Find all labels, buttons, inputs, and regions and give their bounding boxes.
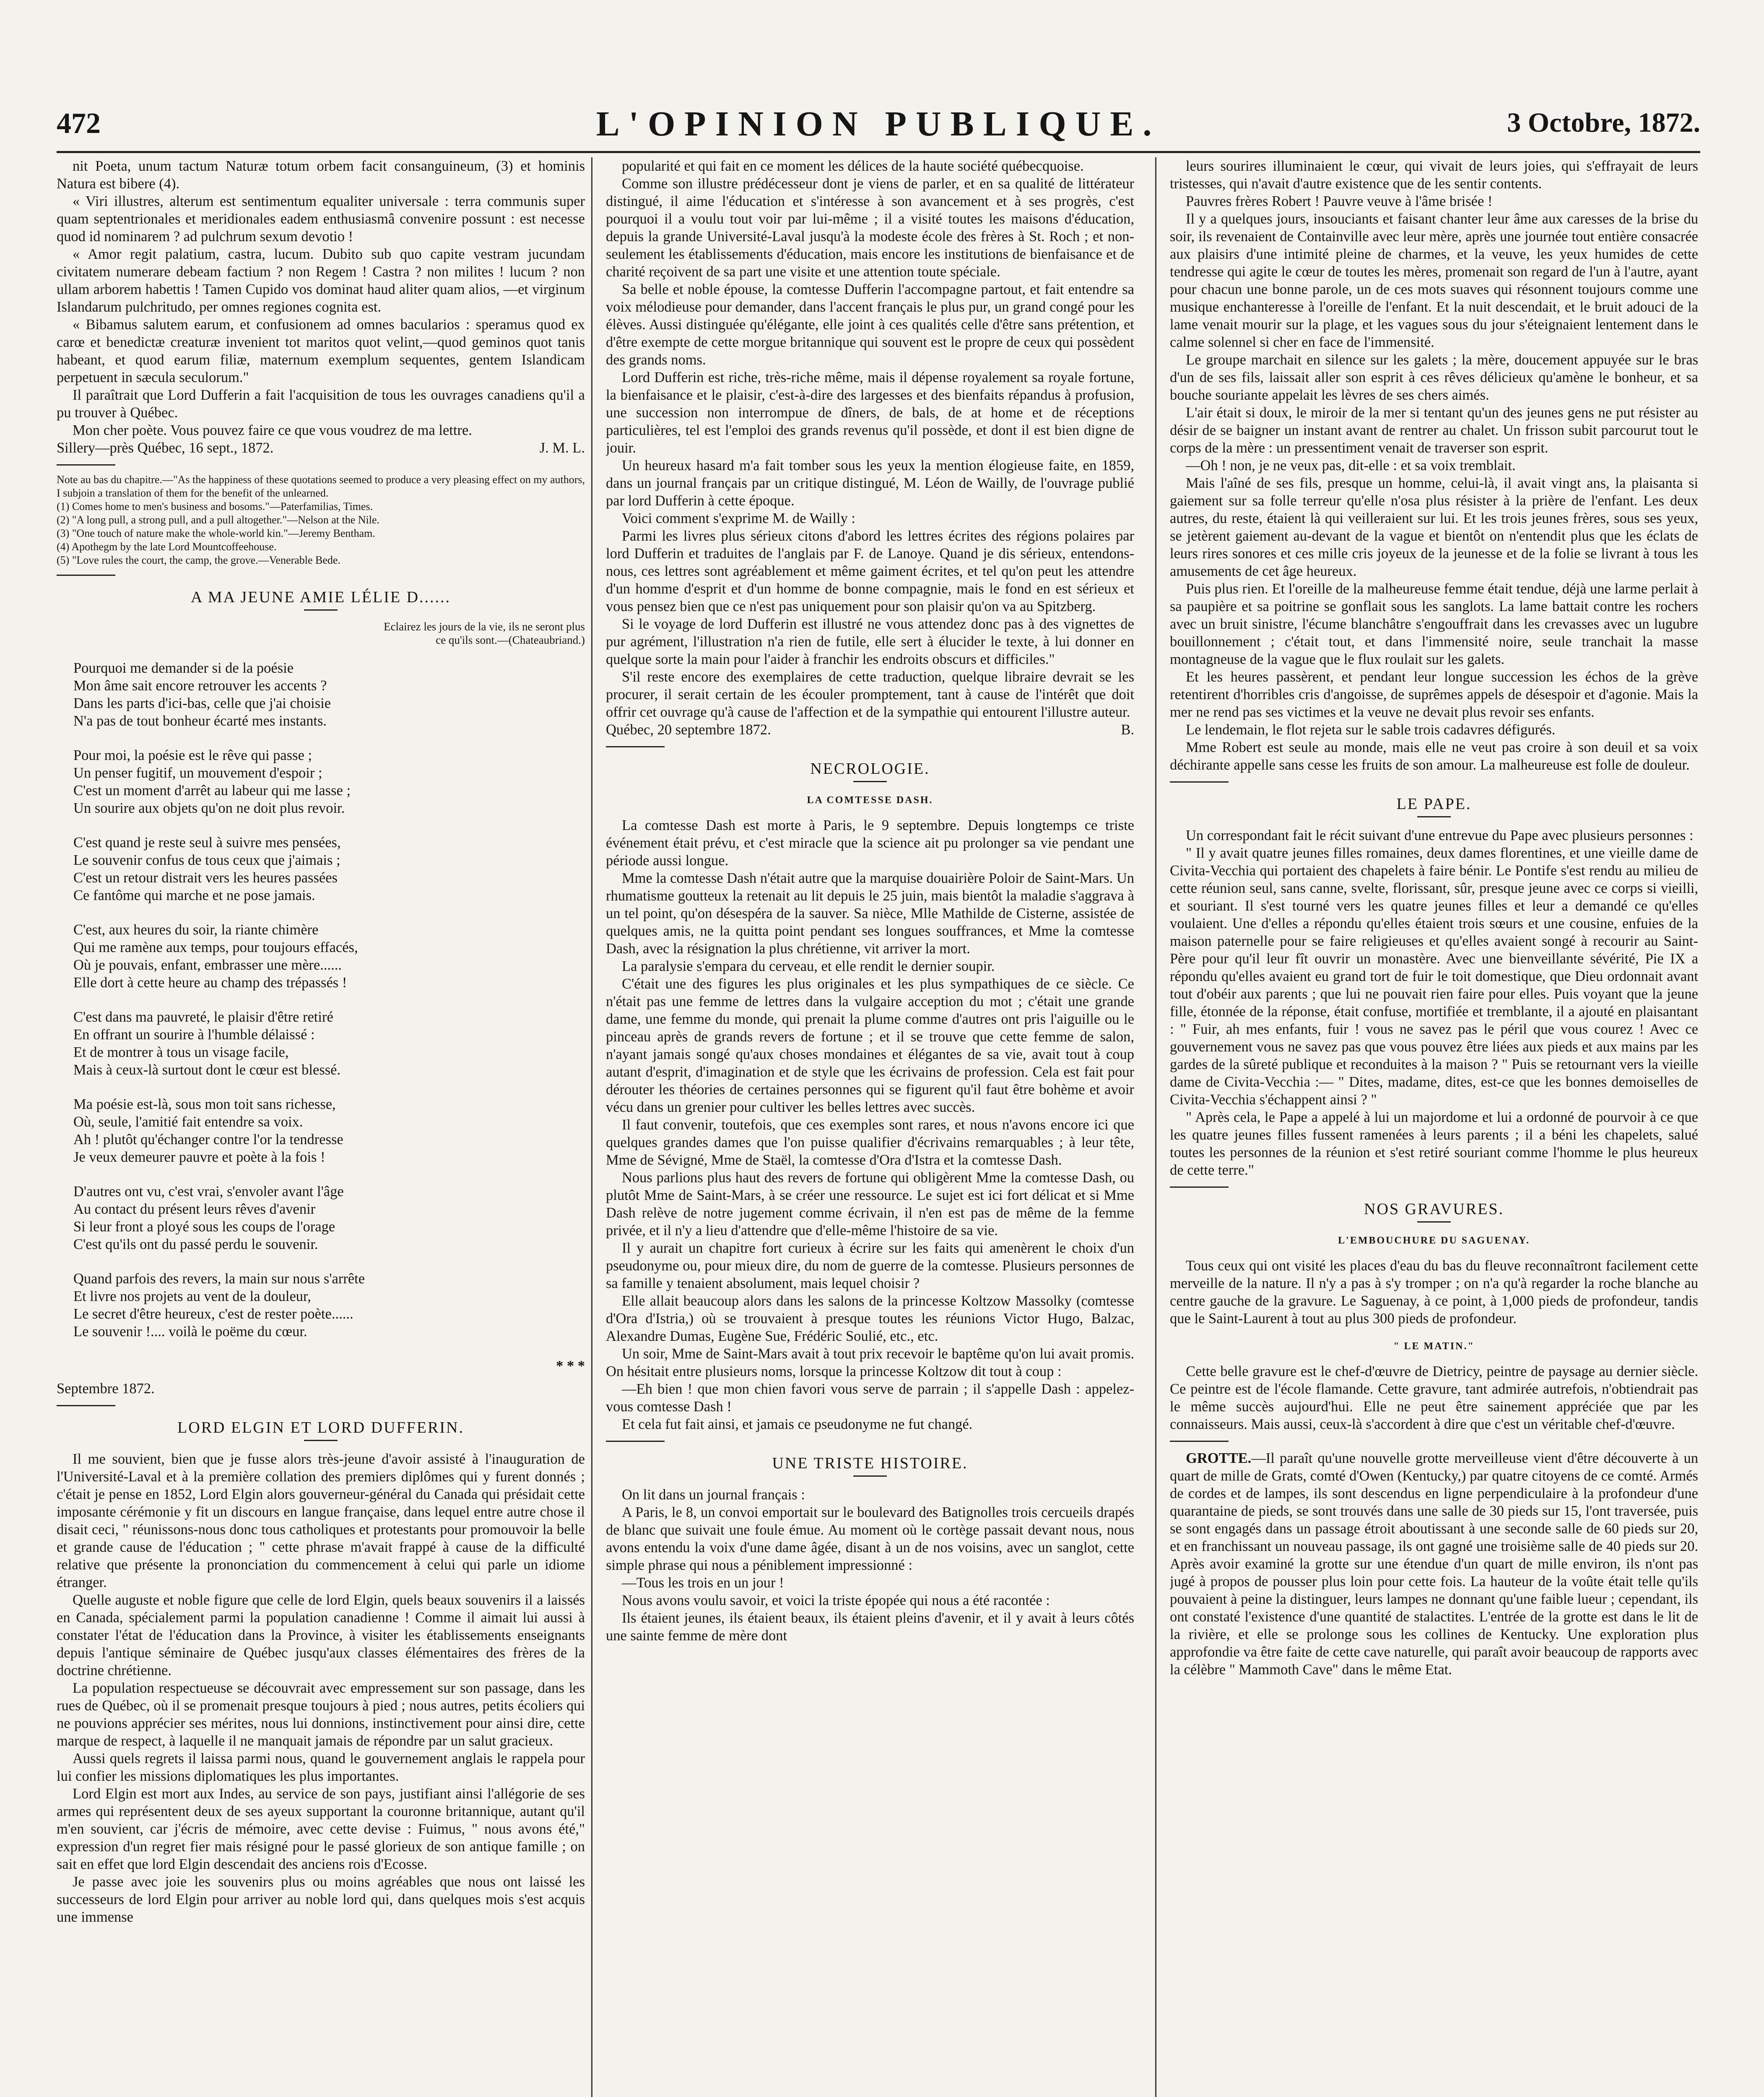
masthead-title: L'OPINION PUBLIQUE. bbox=[596, 104, 1161, 143]
header-rule bbox=[57, 151, 1700, 153]
necrologie-subtitle: LA COMTESSE DASH. bbox=[807, 795, 933, 806]
paragraph: (4) Apothegm by the late Lord Mountcoffeehouse. bbox=[57, 541, 277, 553]
poem-line: Et de montrer à tous un visage facile, bbox=[73, 1044, 289, 1060]
paragraph: —Oh ! non, je ne veux pas, dit-elle : et sa voix tremblait. bbox=[1186, 458, 1516, 474]
poem-line: Si leur front a ployé sous les coups de l'orage bbox=[73, 1219, 335, 1235]
poem-line: Dans les parts d'ici-bas, celle que j'ai choisie bbox=[73, 695, 331, 711]
epigraph bbox=[57, 620, 585, 647]
paragraph: Mme la comtesse Dash n'était autre que la marquise douairière Poloir de Saint-Mars. Un rhumatisme goutteux la retenait au lit depuis le 25 juin, mais bientôt la maladie s'aggrava à un tel point, qu'on désespéra de la sauver. Sa nièce, Mlle Mathilde de Cisterne, assistée de quelques amis, ne la quitta point pendant ses longues souffrances, et Mme la comtesse Dash, avec la résignation la plus chrétienne, vit arriver la mort. bbox=[606, 870, 1134, 957]
paragraph: Il y aurait un chapitre fort curieux à écrire sur les faits qui amenèrent le choix d'un pseudonyme ou, pour mieux dire, du nom de guerre de la comtesse. Plusieurs personnes de sa famille y tenaient absolument, mais lequel choisir ? bbox=[606, 1240, 1134, 1291]
footnotes bbox=[57, 473, 585, 567]
paragraph: Nous parlions plus haut des revers de fortune qui obligèrent Mme la comtesse Dash, ou plutôt Mme de Saint-Mars, à se créer une ressource. Le sujet est ici fort délicat et si Mme Dash relève de notre jugement comme écrivain, il n'en est pas de même de la femme privée, et il n'y a lieu d'attendre que d'elle-même l'histoire de sa vie. bbox=[606, 1170, 1134, 1238]
stanza bbox=[73, 834, 585, 904]
paragraph: Il me souvient, bien que je fusse alors très-jeune d'avoir assisté à l'inauguration de l'Université-Laval et à la première collation des premiers diplômes qui y furent donnés ; c'était je pense en 1852, Lord Elgin alors gouverneur-général du Canada qui présidait cette imposante cérémonie y fit un discours en langue française, dans lequel entre autre chose il disait ceci, " réunissons-nous donc tous catholiques et protestants pour promouvoir la belle et grande cause de l'éducation ; " cette phrase m'avait frappé à cause de la difficulté relative que présente la prononciation du commencement à celui qui parle un idiome étranger. bbox=[57, 1451, 585, 1590]
dufferin-article bbox=[606, 157, 1134, 721]
paragraph: L'air était si doux, le miroir de la mer si tentant qu'un des jeunes gens ne put résister au désir de se baigner un instant avant de rentrer au chalet. Un frisson subit parcourut tout le corps de la mère : un pressentiment venait de traverser son esprit. bbox=[1170, 405, 1698, 456]
necrologie-article bbox=[606, 817, 1134, 1433]
divider bbox=[1170, 1441, 1229, 1442]
elgin-article bbox=[57, 1450, 585, 1926]
stanza bbox=[73, 1008, 585, 1079]
paragraph: leurs sourires illuminaient le cœur, qui vivait de leurs joies, qui s'effrayait de leurs tristesses, qui n'avait d'autre existence que de les sentir contents. bbox=[1170, 158, 1698, 192]
paragraph: (2) "A long pull, a strong pull, and a pull altogether."—Nelson at the Nile. bbox=[57, 514, 380, 526]
poem-line: Et livre nos projets au vent de la douleur, bbox=[73, 1288, 311, 1304]
signature-initials: J. M. L. bbox=[539, 440, 585, 456]
grotte-paragraph bbox=[1170, 1449, 1698, 1678]
paragraph: La comtesse Dash est morte à Paris, le 9 septembre. Depuis longtemps ce triste événement était prévu, et c'est miracle que la science ait pu prolonger sa vie pendant une période aussi longue. bbox=[606, 817, 1134, 869]
paragraph: " Après cela, le Pape a appelé à lui un majordome et lui a ordonné de pourvoir à ce que les quatre jeunes filles fussent ramenées à leurs parents ; il a béni les chapelets, salué toutes les personnes de la réunion et s'est retiré souriant comme l'homme le plus heureux de cette terre." bbox=[1170, 1109, 1698, 1178]
paragraph: Et cela fut fait ainsi, et jamais ce pseudonyme ne fut changé. bbox=[622, 1416, 973, 1432]
paragraph: Si le voyage de lord Dufferin est illustré ne vous attendez donc pas à des vignettes de pur agrément, l'illustration n'a rien de futile, elle sert à élucider le texte, à lui donner en quelque sorte la main pour l'aider à franchir les endroits obscurs et difficiles." bbox=[606, 616, 1134, 667]
necrologie-title: NECROLOGIE. bbox=[810, 760, 930, 778]
divider bbox=[1170, 781, 1229, 783]
paragraph: Et les heures passèrent, et pendant leur longue succession les échos de la grève retentirent d'horribles cris d'angoisse, de suprêmes appels de désespoir et d'agonie. Mais la mer ne rend pas ses victimes et la veuve ne devait plus revoir ses enfants. bbox=[1170, 669, 1698, 720]
poem-line: C'est dans ma pauvreté, le plaisir d'être retiré bbox=[73, 1009, 333, 1025]
paragraph: Je passe avec joie les souvenirs plus ou moins agréables que nous ont laissé les successeurs de lord Elgin pour arriver au noble lord qui, dans quelques mois s'est acquis une immense bbox=[57, 1874, 585, 1925]
poem-line: Quand parfois des revers, la main sur nous s'arrête bbox=[73, 1271, 365, 1287]
page-number: 472 bbox=[57, 107, 101, 140]
page-header bbox=[57, 104, 1700, 153]
paragraph: —Tous les trois en un jour ! bbox=[622, 1575, 784, 1591]
poem-line: Je veux demeurer pauvre et poète à la fois ! bbox=[73, 1149, 325, 1165]
poem-line: C'est un retour distrait vers les heures passées bbox=[73, 870, 338, 886]
pape-article bbox=[1170, 827, 1698, 1179]
paragraph: " Il y avait quatre jeunes filles romaines, deux dames florentines, et une vieille dame de Civita-Vecchia qui portaient des chapelets à faire bénir. Le Pontife s'est rendu au milieu de cette réunion seul, sans canne, svelte, florissant, sûr, presque jeune avec ce corps si vieilli, et souriant. Il s'est tourné vers les quatre jeunes filles et leur a demandé ce qu'elles voulaient. Une d'elles a répondu qu'elles étaient trois sœurs et une cousine, enfuies de la maison paternelle pour se faire religieuses et qu'elles avaient songé à recourir au Saint-Père pour qu'il leur fît ouvrir un monastère. Avec une bienveillante sévérité, Pie IX a répondu qu'elles avaient eu grand tort de fuir le toit domestique, que Dieu ordonnait avant tout d'obéir aux parents ; que lui ne pouvait rien faire pour elles. Puis voyant que la jeune fille, étonnée de la réponse, était confuse, mortifiée et tremblante, il a ajouté en plaisantant : " Fuir, ah mes enfants, fuir ! vous ne savez pas le péril que vous courez ! Avec ce gouvernement vous ne savez pas que vous pouvez être liées aux pieds et aux mains par les gardes de la sûreté publique et reconduites à la maison ? " Puis se retournant vers la vieille dame de Civita-Vecchia :— " Dites, madame, dites, est-ce que les bonnes demoiselles de Civita-Vecchia s'échappent ainsi ? " bbox=[1170, 845, 1698, 1108]
paragraph: Lord Elgin est mort aux Indes, au service de son pays, justifiant ainsi l'allégorie de ses armes qui représentent deux de ses ayeux supportant la couronne britannique, autant qu'il m'en souvient, car j'écris de mémoire, avec cette devise : Fuimus, " nous avons été," expression d'un regret fier mais résigné pour le passé glorieux de son antique famille ; on sait en effet que lord Elgin descendait des anciens rois d'Ecosse. bbox=[57, 1786, 585, 1872]
divider bbox=[57, 575, 115, 576]
poem-line: N'a pas de tout bonheur écarté mes instants. bbox=[73, 713, 327, 729]
poem-line: C'est, aux heures du soir, la riante chimère bbox=[73, 922, 319, 938]
poem-line: Le souvenir !.... voilà le poëme du cœur. bbox=[73, 1324, 307, 1340]
poem-line: Le souvenir confus de tous ceux que j'aimais ; bbox=[73, 852, 340, 868]
issue-date: 3 Octobre, 1872. bbox=[1507, 107, 1700, 138]
paragraph: « Viri illustres, alterum est sentimentum equaliter universale : terra communis super quam septentrionales et meridionales eadem enthusiasmâ convenire possunt : est necesse quod id nominarem ? ad pulchrum sexum devotio ! bbox=[57, 193, 585, 245]
poem-line: En offrant un sourire à l'humble délaissé : bbox=[73, 1027, 315, 1043]
paragraph: S'il reste encore des exemplaires de cette traduction, quelque libraire devrait se les procurer, il serait certain de les écouler promptement, tant à cause de l'intérêt que doit offrir cet ouvrage qu'à cause de l'affection et de la sympathie qui entourent l'illustre auteur. bbox=[606, 669, 1134, 720]
paragraph: Mais l'aîné de ses fils, presque un homme, celui-là, il avait vingt ans, la plaisanta si gaiement sur sa folle terreur qu'elle n'osa plus résister à la prière de l'enfant. Les deux autres, du reste, étaient là qui veilleraient sur lui. Et les trois jeunes frères, sous ses yeux, se jetèrent gaiement au-devant de la vague et bientôt on n'entendit plus que les éclats de leurs rires sonores et ces mille cris joyeux de la jeunesse et de la folie se livrant à tous les amusements de cet âge heureux. bbox=[1170, 475, 1698, 579]
gravures-title: NOS GRAVURES. bbox=[1364, 1200, 1504, 1218]
paragraph: La population respectueuse se découvrait avec empressement sur son passage, dans les rues de Québec, où il se promenait presque toujours à pied ; nous autres, petits écoliers qui ne pouvions apprécier ses mérites, nous lui donnions, instinctivement pour ainsi dire, cette marque de respect, à laquelle il ne manquait jamais de répondre par un salut gracieux. bbox=[57, 1680, 585, 1749]
poem-line: Pour moi, la poésie est le rêve qui passe ; bbox=[73, 747, 312, 763]
divider bbox=[853, 781, 887, 782]
poem-line: C'est un moment d'arrêt au labeur qui me lasse ; bbox=[73, 783, 351, 799]
divider bbox=[304, 609, 338, 611]
poem-line: Ma poésie est-là, sous mon toit sans richesse, bbox=[73, 1096, 336, 1112]
paragraph: Elle allait beaucoup alors dans les salons de la princesse Koltzow Massolky (comtesse d'Ora d'Istria,) où se trouvaient à presque toutes les réunions Victor Hugo, Balzac, Alexandre Dumas, Eugène Sue, Frédéric Soulié, etc., etc. bbox=[606, 1293, 1134, 1344]
stanza bbox=[73, 1183, 585, 1253]
signature-line bbox=[57, 439, 585, 457]
epigraph-line: ce qu'ils sont.—(Chateaubriand.) bbox=[436, 634, 585, 646]
column-divider bbox=[591, 157, 592, 2097]
paragraph: On lit dans un journal français : bbox=[622, 1487, 805, 1503]
triste-title: UNE TRISTE HISTOIRE. bbox=[772, 1454, 968, 1472]
signature-place: Sillery—près Québec, 16 sept., 1872. bbox=[57, 440, 274, 456]
triste-article bbox=[606, 1486, 1134, 1644]
poem-line: Mon âme sait encore retrouver les accents ? bbox=[73, 678, 327, 694]
grotte-text: —Il paraît qu'une nouvelle grotte merveilleuse vient d'être découverte à un quart de mille de Grats, comté d'Owen (Kentucky,) par quatre citoyens de ce comté. Armés de cordes et de lampes, ils sont descendus en ligne perpendiculaire à la profondeur d'une quarantaine de pieds, se sont trouvés dans une salle de 30 pieds sur 15, l'ont traversée, puis se sont engagés dans un passage étroit aboutissant à une seconde salle de 60 pieds sur 20, et en franchissant un nouveau passage, ils ont gagné une troisième salle de 40 pieds sur 20. Après avoir examiné la grotte sur une étendue d'un quart de mille environ, ils n'ont pas jugé à propos de pousser plus loin pour cette fois. La hauteur de la voûte était telle qu'ils pouvaient à peine la distinguer, leurs lampes ne donnant qu'une faible lueur ; cependant, ils ont constaté l'existence d'une quantité de stalactites. L'entrée de la grotte est dans le lit de la rivière, et elle se prolonge sous les collines de Kentucky. Une exploration plus approfondie va être faite de cette cave naturelle, qui paraît avoir beaucoup de rapports avec la célèbre " Mammoth Cave" dans le même Etat. bbox=[1170, 1450, 1698, 1678]
paragraph: Note au bas du chapitre.—"As the happiness of these quotations seemed to produce a very pleasing effect on my authors, I subjoin a translation of them for the benefit of the unlearned. bbox=[57, 474, 585, 499]
poem-line: Pourquoi me demander si de la poésie bbox=[73, 660, 294, 676]
paragraph: « Bibamus salutem earum, et confusionem ad omnes bacularios : speramus quod ex carœ et benedictæ creaturæ invenient tot maritos quot velint,—quod geminos quot tanis habeant, et quod earum filiæ, maternum exemplum sequentes, gentem Islandicam perpetuent in sæcula seculorum." bbox=[57, 317, 585, 385]
poem-line: C'est quand je reste seul à suivre mes pensées, bbox=[73, 835, 341, 851]
poem-line: C'est qu'ils ont du passé perdu le souvenir. bbox=[73, 1236, 318, 1252]
paragraph: nit Poeta, unum tactum Naturæ totum orbem facit consanguineum, (3) et hominis Natura est bibere (4). bbox=[57, 158, 585, 192]
divider bbox=[1170, 1186, 1229, 1188]
column-3 bbox=[1170, 157, 1698, 2097]
stanza bbox=[73, 1095, 585, 1166]
latin-text bbox=[57, 157, 585, 439]
signature-initial: B. bbox=[1121, 722, 1134, 738]
paragraph: Ils étaient jeunes, ils étaient beaux, ils étaient pleins d'avenir, et il y avait à leurs côtés une sainte femme de mère dont bbox=[606, 1610, 1134, 1644]
paragraph: Comme son illustre prédécesseur dont je viens de parler, et en sa qualité de littérateur distingué, il aime l'éducation et s'intéresse à son avancement et à ses progrès, c'est pourquoi il a voulu tout voir par lui-même ; il a visité toutes les maisons d'éducation, depuis la grande Université-Laval jusqu'à la modeste école des frères à St. Roch ; et non-seulement les établissements d'éducation, mais encore les institutions de bienfaisance et de charité reçoivent de sa part une visite et une attention toute spéciale. bbox=[606, 176, 1134, 280]
stanza bbox=[73, 921, 585, 991]
column-2 bbox=[606, 157, 1134, 2097]
poem-line: Le secret d'être heureux, c'est de rester poète...... bbox=[73, 1306, 353, 1322]
paragraph: La paralysie s'empara du cerveau, et elle rendit le dernier soupir. bbox=[622, 958, 995, 974]
elgin-title: LORD ELGIN ET LORD DUFFERIN. bbox=[177, 1419, 464, 1436]
poem bbox=[57, 659, 585, 1340]
poem-line: Elle dort à cette heure au champ des trépassés ! bbox=[73, 975, 347, 991]
paragraph: Lord Dufferin est riche, très-riche même, mais il dépense royalement sa royale fortune, la bienfaisance et le plaisir, c'est-à-dire des largesses et des bienfaits répandus à profusion, une succession non interrompue de dîners, de bals, de at home et de réceptions particulières, tel est l'emploi des grands revenus qu'il possède, et dont il est bien digne de jouir. bbox=[606, 369, 1134, 456]
poem-line: Mais à ceux-là surtout dont le cœur est blessé. bbox=[73, 1062, 341, 1078]
poem-line: Au contact du présent leurs rêves d'avenir bbox=[73, 1201, 316, 1217]
paragraph: (1) Comes home to men's business and bosoms."—Paterfamilias, Times. bbox=[57, 500, 373, 513]
divider bbox=[606, 1441, 665, 1442]
paragraph: Mon cher poète. Vous pouvez faire ce que vous voudrez de ma lettre. bbox=[73, 422, 472, 438]
paragraph: Aussi quels regrets il laissa parmi nous, quand le gouvernement anglais le rappela pour lui confier les missions diplomatiques les plus importantes. bbox=[57, 1751, 585, 1784]
poem-date: Septembre 1872. bbox=[57, 1381, 155, 1397]
paragraph: Un soir, Mme de Saint-Mars avait à tout prix recevoir le baptême qu'on lui avait promis. On hésitait entre plusieurs noms, lorsque la princesse Koltzow dit tout à coup : bbox=[606, 1346, 1134, 1379]
signature-line bbox=[606, 721, 1134, 739]
gravure-paragraph: Tous ceux qui ont visité les places d'eau du bas du fleuve reconnaîtront facilement cette merveille de la nature. Il n'y a pas à s'y tromper ; on n'a qu'à regarder la roche blanche au centre gauche de la gravure. Le Saguenay, à ce point, à 1,000 pieds de profondeur, tandis que le Saint-Laurent à tout au plus 300 pieds de profondeur. bbox=[1170, 1258, 1698, 1327]
poem-line: Un sourire aux objets qu'on ne doit plus revoir. bbox=[73, 800, 345, 816]
paragraph: Il paraîtrait que Lord Dufferin a fait l'acquisition de tous les ouvrages canadiens qu'il a pu trouver à Québec. bbox=[57, 387, 585, 421]
paragraph: Pauvres frères Robert ! Pauvre veuve à l'âme brisée ! bbox=[1186, 193, 1493, 209]
gravure-subtitle: " LE MATIN." bbox=[1393, 1341, 1475, 1352]
poem-line: Qui me ramène aux temps, pour toujours effacés, bbox=[73, 939, 358, 955]
paragraph: Le lendemain, le flot rejeta sur le sable trois cadavres défigurés. bbox=[1186, 722, 1556, 738]
paragraph: popularité et qui fait en ce moment les délices de la haute société québecquoise. bbox=[622, 158, 1084, 174]
gravure-paragraph: Cette belle gravure est le chef-d'œuvre de Dietricy, peintre de paysage au dernier siècle. Ce peintre est de l'école flamande. Cette gravure, tant admirée autrefois, n'obtiendrait pas le même succès aujourd'hui. Elle ne peut être sainement appréciée que par les connaisseurs. Mais aussi, ceux-là s'accordent à dire que c'est un véritable chef-d'œuvre. bbox=[1170, 1363, 1698, 1432]
poem-line: Un penser fugitif, un mouvement d'espoir ; bbox=[73, 765, 322, 781]
paragraph: Il y a quelques jours, insouciants et faisant chanter leur âme aux caresses de la brise du soir, ils revenaient de Containville avec leur mère, après une journée tout entière consacrée aux plaisirs d'une intimité pleine de charmes, et la veuve, les yeux humides de cette tendresse qui agite le cœur de toutes les mères, promenait son regard de l'un à l'autre, ayant pour chacun une bonne parole, un de ces mots suaves qui résonnent toujours comme une musique enchanteresse à l'oreille de l'enfant. Et la nuit descendait, et le bruit adouci de la lame venait mourir sur la plage, et les vagues sous du jour s'éteignaient lentement dans le calme solennel si cher en face de l'immensité. bbox=[1170, 211, 1698, 350]
paragraph: (3) "One touch of nature make the whole-world kin."—Jeremy Bentham. bbox=[57, 527, 375, 539]
divider bbox=[1417, 1221, 1451, 1223]
stars: * * * bbox=[556, 1358, 585, 1374]
poem-line: Ce fantôme qui marche et ne pose jamais. bbox=[73, 887, 315, 903]
gravure-subtitle: L'EMBOUCHURE DU SAGUENAY. bbox=[1338, 1235, 1530, 1246]
poem-line: Où je pouvais, enfant, embrasser une mère...... bbox=[73, 957, 342, 973]
paragraph: Puis plus rien. Et l'oreille de la malheureuse femme était tendue, déjà une larme perlait à sa paupière et sa poitrine se gonflait sous les sanglots. La lame battait contre les rochers avec un bruit sinistre, l'écume blanchâtre s'engouffrait dans les crevasses avec un lugubre bouillonnement ; c'était tout, et dans l'immensité noire, seule tranchait la masse montagneuse de la vague que le flux roulait sur les galets. bbox=[1170, 581, 1698, 667]
paragraph: —Eh bien ! que mon chien favori vous serve de parrain ; il s'appelle Dash : appelez-vous comtesse Dash ! bbox=[606, 1381, 1134, 1415]
paragraph: « Amor regit palatium, castra, lucum. Dubito sub quo capite vestram jucundam civitatem numerare debeam factium ? non Regem ! Castra ? non milites ! lucum ? non ullam arborem habettis ! Tamen Cupido vos dominat haud aliter quam alios, —et virginum Islandarum pulchritudo, per omnes regiones cognita est. bbox=[57, 246, 585, 315]
paragraph: Nous avons voulu savoir, et voici la triste épopée qui nous a été racontée : bbox=[622, 1592, 1050, 1608]
paragraph: (5) "Love rules the court, the camp, the grove.—Venerable Bede. bbox=[57, 554, 340, 566]
divider bbox=[606, 746, 665, 747]
poem-line: D'autres ont vu, c'est vrai, s'envoler avant l'âge bbox=[73, 1184, 344, 1199]
paragraph: Parmi les livres plus sérieux citons d'abord les lettres écrites des régions polaires par lord Dufferin et traduites de l'anglais par F. de Lanoye. Quand je dis sérieux, entendons-nous, ces lettres sont agréablement et même gaiment écrites, et tel qu'on peut les attendre d'un homme d'esprit et d'un homme de bonne compagnie, mais le fond en est sérieux et vous pensez bien que ce n'est pas uniquement pour son plaisir qu'on va au Spitzberg. bbox=[606, 528, 1134, 614]
paragraph: Sa belle et noble épouse, la comtesse Dufferin l'accompagne partout, et fait entendre sa voix mélodieuse pour demander, dans l'accent français le plus pur, un grand congé pour les élèves. Aussi distinguée qu'élégante, elle joint à ces qualités celle d'être sans prétention, et d'être exempte de cette morgue britannique qui souvent est le propre de ceux qui possèdent des grands noms. bbox=[606, 281, 1134, 368]
grotte-label: GROTTE. bbox=[1186, 1450, 1252, 1466]
paragraph: C'était une des figures les plus originales et les plus sympathiques de ce siècle. Ce n'était pas une femme de lettres dans la vulgaire acception du mot ; c'était une grande dame, une femme du monde, qui prenait la plume comme d'autres ont pris l'aiguille ou le pinceau après de grands revers de fortune ; et il se trouve que cette femme de salon, n'ayant jamais songé qu'aux choses mondaines et élégantes de sa vie, avait tout à coup autant d'esprit, d'imagination et de style que les écrivains de profession. Cela est fait pour dérouter les théories de certaines personnes qui se figurent qu'il faut être bohème et avoir vécu dans un grenier pour cultiver les belles lettres avec succès. bbox=[606, 976, 1134, 1115]
paragraph: Voici comment s'exprime M. de Wailly : bbox=[622, 510, 855, 526]
poem-line: Où, seule, l'amitié fait entendre sa voix. bbox=[73, 1114, 303, 1130]
stanza bbox=[73, 747, 585, 817]
paragraph: Un heureux hasard m'a fait tomber sous les yeux la mention élogieuse faite, en 1859, dans un journal français par un critique distingué, M. Léon de Wailly, de l'ouvrage publié par lord Dufferin à cette époque. bbox=[606, 458, 1134, 509]
divider bbox=[57, 464, 115, 466]
signature-place: Québec, 20 septembre 1872. bbox=[606, 722, 771, 738]
divider bbox=[304, 1440, 338, 1441]
divider bbox=[1417, 816, 1451, 817]
pape-title: LE PAPE. bbox=[1396, 795, 1472, 813]
paragraph: A Paris, le 8, un convoi emportait sur le boulevard des Batignolles trois cercueils drapés de blanc que suivait une foule émue. Au moment où le cortège passait devant nous, nous avons entendu la voix d'une dame âgée, disant à un de nos voisins, avec un sanglot, cette simple phrase qui nous a péniblement impressionné : bbox=[606, 1504, 1134, 1573]
paragraph: Le groupe marchait en silence sur les galets ; la mère, doucement appuyée sur le bras d'un de ses fils, laissait aller son esprit à ces rêves délicieux qu'amène le bonheur, et sa bouche souriante appelait les lèvres de ses chers aimés. bbox=[1170, 352, 1698, 403]
divider bbox=[57, 1405, 115, 1406]
paragraph: Mme Robert est seule au monde, mais elle ne veut pas croire à son deuil et sa voix déchirante appelle sans cesse les fruits de son amour. La malheureuse est folle de douleur. bbox=[1170, 739, 1698, 773]
paragraph: Un correspondant fait le récit suivant d'une entrevue du Pape avec plusieurs personnes : bbox=[1186, 827, 1694, 843]
paragraph: Il faut convenir, toutefois, que ces exemples sont rares, et nous n'avons encore ici que quelques grandes dames que l'on puisse qualifier d'écrivains remarquables ; à leur tête, Mme de Sévigné, Mme de Staël, la comtesse d'Ora d'Istra et la comtesse Dash. bbox=[606, 1117, 1134, 1168]
divider bbox=[853, 1475, 887, 1477]
column-divider bbox=[1155, 157, 1156, 2097]
paragraph: Quelle auguste et noble figure que celle de lord Elgin, quels beaux souvenirs il a laissés en Canada, spécialement parmi la population canadienne ! Comme il aimait lui aussi à constater l'état de l'éducation dans la Province, à visiter les établissements enseignants depuis l'antique séminaire de Québec jusqu'aux classes élémentaires des frères de la doctrine chrétienne. bbox=[57, 1592, 585, 1678]
stanza bbox=[73, 659, 585, 730]
stanza bbox=[73, 1270, 585, 1340]
poem-title: A MA JEUNE AMIE LÉLIE D...... bbox=[190, 588, 451, 606]
poem-line: Ah ! plutôt qu'échanger contre l'or la tendresse bbox=[73, 1132, 343, 1147]
epigraph-line: Eclairez les jours de la vie, ils ne seront plus bbox=[384, 620, 585, 633]
column-1 bbox=[57, 157, 585, 2097]
triste-continued bbox=[1170, 157, 1698, 774]
